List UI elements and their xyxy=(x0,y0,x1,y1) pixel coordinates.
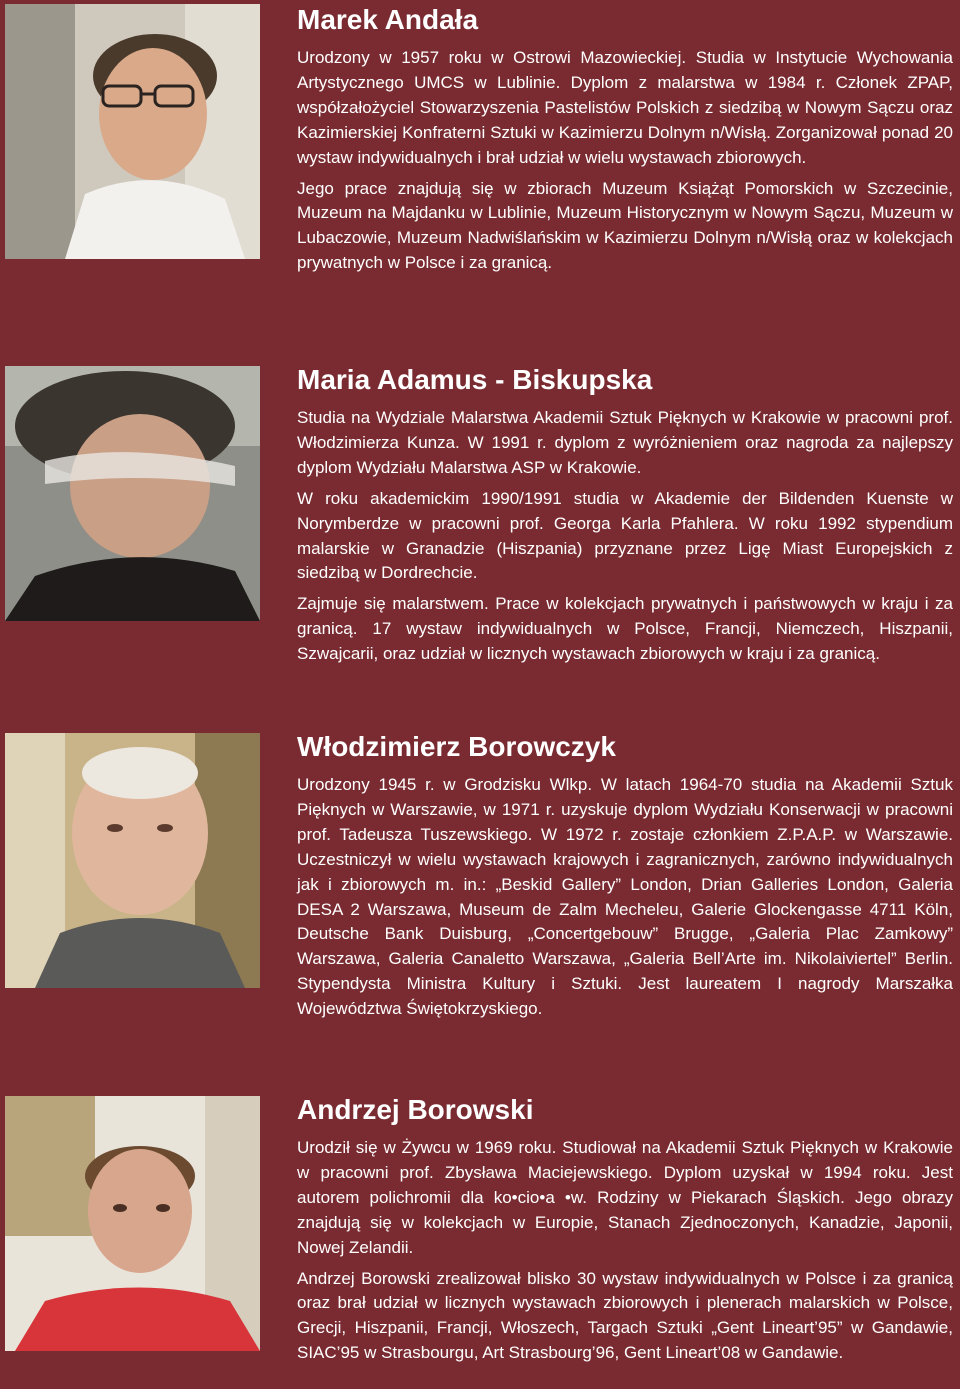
portrait-image xyxy=(5,1096,260,1351)
bio-paragraph: Jego prace znajdują się w zbiorach Muzeum Książąt Pomorskich w Szczecinie, Muzeum na Majdanku w Lublinie, Muzeum Historycznym w Nowym Sączu, Muzeum w Lubaczowie, Muzeum Nadwiślańskim w Kazimierzu Dolnym n/Wisłą oraz w kolekcjach prywatnych w Polsce i za granicą. xyxy=(297,178,953,273)
bio-paragraph: Urodził się w Żywcu w 1969 roku. Studiował na Akademii Sztuk Pięknych w Krakowie w pracowni prof. Zbysława Maciejewskiego. Dyplom uzyskał w 1994 roku. Jest autorem polichromii dla ko•cio•a •w. Rodziny w Piekarach Śląskich. Jego obrazy znajdują się w kolekcjach w Europie, Stanach Zjednoczonych, Kanadzie, Japonii, Nowej Zelandii. xyxy=(297,1138,953,1257)
bio-maria-adamus-biskupska xyxy=(0,364,960,714)
artist-name: Maria Adamus - Biskupska xyxy=(297,364,653,395)
portrait-image xyxy=(5,733,260,988)
portrait-photo-marek-andala xyxy=(5,4,260,259)
portrait-image xyxy=(5,366,260,621)
bio-marek-andala xyxy=(0,0,960,350)
portrait-photo-andrzej-borowski xyxy=(5,1096,260,1351)
bio-text xyxy=(297,731,953,1028)
portrait-photo-maria-adamus-biskupska xyxy=(5,366,260,621)
portrait-image xyxy=(5,4,260,259)
bio-paragraph: Urodzony 1945 r. w Grodzisku Wlkp. W latach 1964-70 studia na Akademii Sztuk Pięknych w Warszawie, w 1971 r. uzyskuje dyplom Wydziału Konserwacji w pracowni prof. Tadeusza Tuszewskiego. W 1972 r. zostaje członkiem Z.P.A.P. w Warszawie. Uczestniczył w wielu wystawach krajowych i zagranicznych, zarówno indywidualnych jak i zbiorowych m. in.: „Beskid Gallery” London, Drian Galleries London, Galeria DESA 2 Warszawa, Museum de Zalm Mecheleu, Galerie Glockengasse 4711 Köln, Deutsche Bank Duisburg, „Concertgebouw” Brugge, „Galeria Plac Zamkowy” Warszawa, Galeria Canaletto Warszawa, „Galeria Bell’Arte im. Nikolaiviertel” Berlin. Stypendysta Ministra Kultury i Sztuki. Jest laureatem I nagrody Marszałka Województwa Świętokrzyskiego. xyxy=(297,775,953,1019)
bio-paragraph: Urodzony w 1957 roku w Ostrowi Mazowieckiej. Studia w Instytucie Wychowania Artystycznego UMCS w Lublinie. Dyplom z malarstwa w 1984 r. Członek ZPAP, współzałożyciel Stowarzyszenia Pastelistów Polskich z siedzibą w Nowym Sączu oraz Kazimierskiej Konfraterni Sztuki w Kazimierzu Dolnym n/Wisłą. Zorganizował ponad 20 wystaw indywidualnych i brał udział w wielu wystawach zbiorowych. xyxy=(297,48,953,167)
bio-andrzej-borowski xyxy=(0,1094,960,1389)
bio-text xyxy=(297,4,953,282)
bio-paragraph: Studia na Wydziale Malarstwa Akademii Sztuk Pięknych w Krakowie w pracowni prof. Włodzimierza Kunza. W 1991 r. dyplom z wyróżnieniem oraz nagroda za najlepszy dyplom Wydziału Malarstwa ASP w Krakowie. xyxy=(297,408,953,477)
bio-paragraph: Zajmuje się malarstwem. Prace w kolekcjach prywatnych i państwowych w kraju i za granicą. 17 wystaw indywidualnych w Polsce, Francji, Niemczech, Hiszpanii, Szwajcarii, oraz udział w licznych wystawach zbiorowych w kraju i za granicą. xyxy=(297,594,953,664)
bio-wlodzimierz-borowczyk xyxy=(0,731,960,1081)
bio-text xyxy=(297,364,953,673)
bio-paragraph: W roku akademickim 1990/1991 studia w Akademie der Bildenden Kuenste w Norymberdze w pracowni prof. Georga Karla Pfahlera. W roku 1992 stypendium malarskie w Granadzie (Hiszpania) przyznane przez Ligę Miast Europejskich z siedzibą w Dordrechcie. xyxy=(297,488,953,583)
artist-name: Włodzimierz Borowczyk xyxy=(297,731,616,762)
portrait-photo-wlodzimierz-borowczyk xyxy=(5,733,260,988)
bio-text xyxy=(297,1094,953,1372)
artist-name: Marek Andała xyxy=(297,4,479,35)
bio-paragraph: Andrzej Borowski zrealizował blisko 30 wystaw indywidualnych w Polsce i za granicą oraz brał udział w licznych wystawach zbiorowych i plenerach malarskich w Polsce, Grecji, Hiszpanii, Francji, Włoszech, Targach Sztuki „Gent Lineart’95” w Gandawie, SIAC’95 w Strasbourgu, Art Strasbourg’96, Gent Lineart’08 w Gandawie. xyxy=(297,1268,953,1363)
artist-name: Andrzej Borowski xyxy=(297,1094,534,1125)
